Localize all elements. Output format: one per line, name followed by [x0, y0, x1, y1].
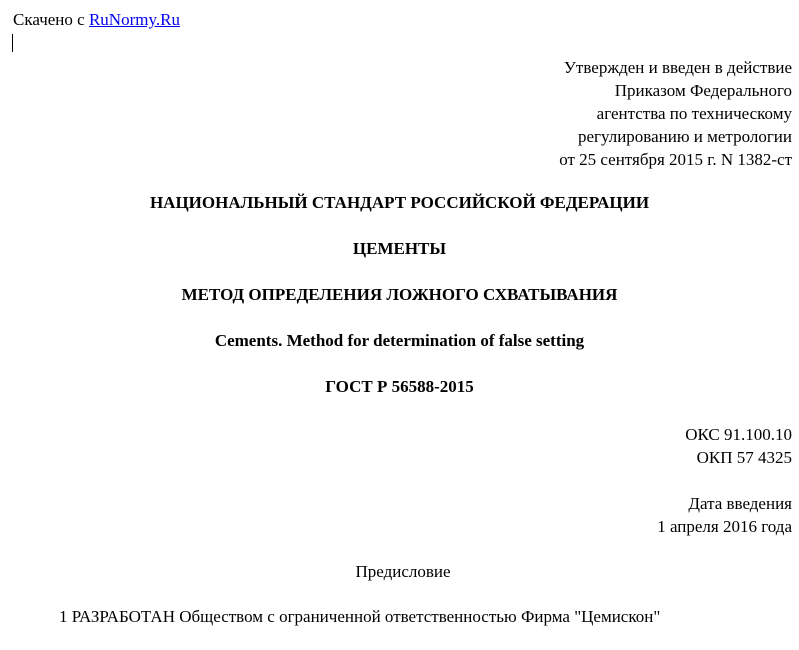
- intro-date-label: Дата введения: [688, 494, 792, 513]
- method-title: МЕТОД ОПРЕДЕЛЕНИЯ ЛОЖНОГО СХВАТЫВАНИЯ: [181, 285, 618, 304]
- source-link[interactable]: RuNormy.Ru: [88, 10, 180, 29]
- approval-line: Утвержден и введен в действие: [563, 58, 792, 77]
- preface-item-1: 1 РАЗРАБОТАН Обществом с ограниченной ответственностью Фирма "Цемискон": [59, 607, 661, 626]
- approval-line: от 25 сентября 2015 г. N 1382-ст: [559, 150, 792, 169]
- designation-title: ГОСТ Р 56588-2015: [325, 377, 474, 396]
- subject-title: ЦЕМЕНТЫ: [352, 239, 447, 258]
- introduction-date-block: [657, 492, 792, 538]
- english-title: Cements. Method for determination of false setting: [214, 331, 585, 350]
- approval-line: Приказом Федерального: [614, 81, 792, 100]
- text-cursor: [12, 34, 13, 52]
- source-prefix: Скачено с: [13, 10, 89, 29]
- okp-code: ОКП 57 4325: [696, 448, 792, 467]
- source-line: [13, 10, 180, 30]
- oks-code: ОКС 91.100.10: [685, 425, 792, 444]
- classification-codes: [685, 423, 792, 469]
- preface-heading: Предисловие: [355, 562, 451, 581]
- approval-line: агентства по техническому: [596, 104, 792, 123]
- intro-date-value: 1 апреля 2016 года: [657, 517, 792, 536]
- approval-block: [559, 56, 792, 171]
- approval-line: регулированию и метрологии: [577, 127, 792, 146]
- standard-type-title: НАЦИОНАЛЬНЫЙ СТАНДАРТ РОССИЙСКОЙ ФЕДЕРАЦИИ: [149, 193, 650, 212]
